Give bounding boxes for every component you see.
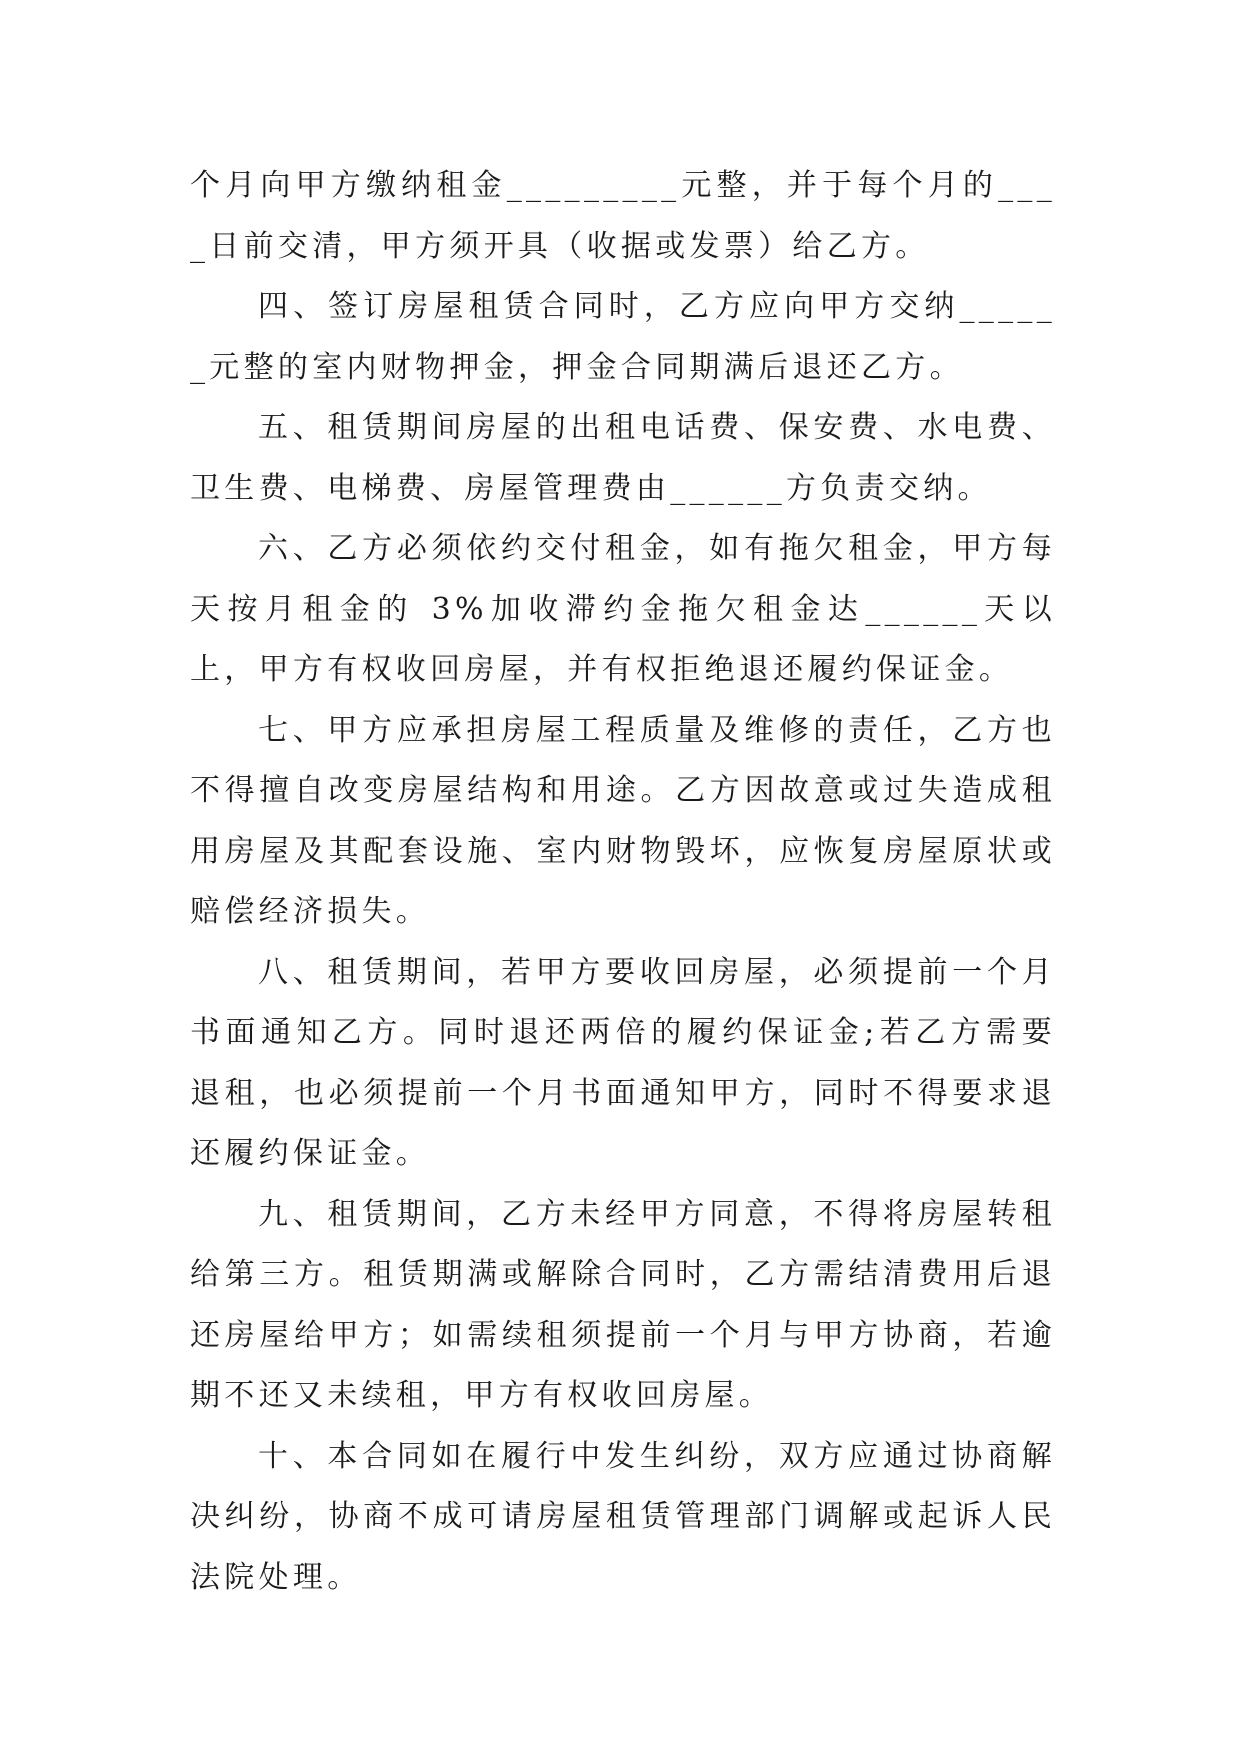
clause-8: 八、租赁期间，若甲方要收回房屋，必须提前一个月书面通知乙方。同时退还两倍的履约保证金;若乙方需要退租，也必须提前一个月书面通知甲方，同时不得要求退还履约保证金。 [190, 954, 1056, 1171]
clause-10: 十、本合同如在履行中发生纠纷，双方应通过协商解决纠纷，协商不成可请房屋租赁管理部门调解或起诉人民法院处理。 [190, 1438, 1056, 1595]
clause-9: 九、租赁期间，乙方未经甲方同意，不得将房屋转租给第三方。租赁期满或解除合同时，乙方需结清费用后退还房屋给甲方；如需续租须提前一个月与甲方协商，若逾期不还又未续租，甲方有权收回房屋。 [190, 1196, 1056, 1413]
clause-4: 四、签订房屋租赁合同时，乙方应向甲方交纳______元整的室内财物押金，押金合同期满后退还乙方。 [190, 289, 1056, 385]
clause-7: 七、甲方应承担房屋工程质量及维修的责任，乙方也不得擅自改变房屋结构和用途。乙方因故意或过失造成租用房屋及其配套设施、室内财物毁坏，应恢复房屋原状或赔偿经济损失。 [190, 712, 1056, 929]
paragraph-continuation: 个月向甲方缴纳租金_________元整，并于每个月的____日前交清，甲方须开具（收据或发票）给乙方。 [190, 168, 1056, 264]
clause-6: 六、乙方必须依约交付租金，如有拖欠租金，甲方每天按月租金的 3%加收滞约金拖欠租金达______天以上，甲方有权收回房屋，并有权拒绝退还履约保证金。 [190, 531, 1056, 687]
contract-page [190, 156, 1056, 1608]
clause-5: 五、租赁期间房屋的出租电话费、保安费、水电费、卫生费、电梯费、房屋管理费由______方负责交纳。 [190, 410, 1056, 506]
